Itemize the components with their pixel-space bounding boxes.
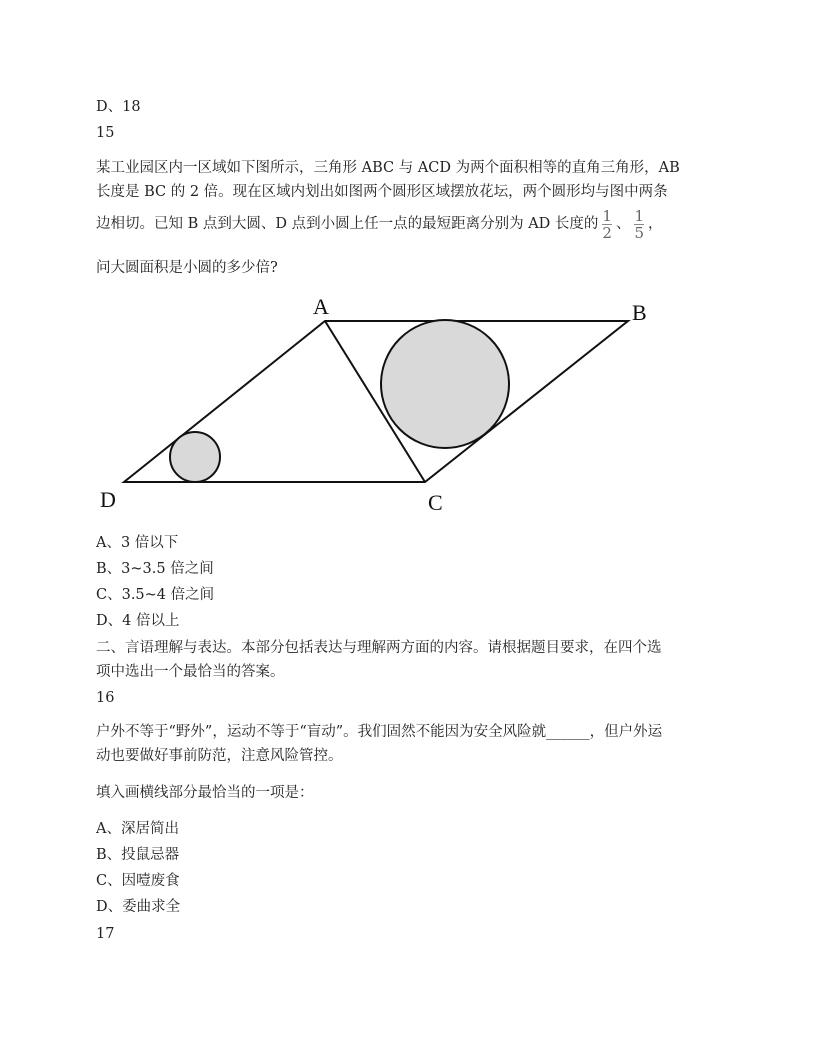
fraction-numerator: 1 <box>634 206 645 225</box>
q16-option-c[interactable]: C、因噎废食 <box>96 873 180 889</box>
q15-stem-line-3-text: 边相切。已知 B 点到大圆、D 点到小圆上任一点的最短距离分别为 AD 长度的 <box>96 216 599 232</box>
q15-stem-line-3-end: ， <box>648 216 663 232</box>
section-2-heading-line-1: 二、言语理解与表达。本部分包括表达与理解两方面的内容。请根据题目要求，在四个选 <box>96 640 662 656</box>
fraction-separator: 、 <box>615 216 631 232</box>
question-number-17: 17 <box>96 926 115 942</box>
q16-option-b[interactable]: B、投鼠忌器 <box>96 847 180 863</box>
vertex-label-b: B <box>632 300 647 325</box>
question-number-15: 15 <box>96 125 115 141</box>
vertex-label-d: D <box>100 487 116 512</box>
small-circle <box>170 432 220 482</box>
q15-option-c[interactable]: C、3.5~4 倍之间 <box>96 587 215 603</box>
fraction-denominator: 5 <box>634 223 645 242</box>
vertex-label-c: C <box>428 490 443 515</box>
q16-stem-line-2: 动也要做好事前防范，注意风险管控。 <box>96 748 343 764</box>
q15-stem-line-4: 问大圆面积是小圆的多少倍? <box>96 260 278 276</box>
q15-stem-line-1: 某工业园区内一区域如下图所示，三角形 ABC 与 ACD 为两个面积相等的直角三角形，AB <box>96 160 680 176</box>
large-circle <box>381 320 509 448</box>
q16-option-a[interactable]: A、深居简出 <box>96 821 179 837</box>
q15-option-b[interactable]: B、3~3.5 倍之间 <box>96 561 214 577</box>
q16-option-d[interactable]: D、委曲求全 <box>96 899 181 915</box>
fraction-denominator: 2 <box>602 223 612 242</box>
section-2-heading-line-2: 项中选出一个最恰当的答案。 <box>96 664 285 680</box>
fraction-numerator: 1 <box>602 206 612 225</box>
vertex-label-a: A <box>313 294 329 319</box>
q15-stem-line-2: 长度是 BC 的 2 倍。现在区域内划出如图两个圆形区域摆放花坛，两个圆形均与图中两条 <box>96 184 668 200</box>
q15-option-a[interactable]: A、3 倍以下 <box>96 535 179 551</box>
q16-prompt: 填入画横线部分最恰当的一项是： <box>96 785 314 801</box>
q16-stem-line-1: 户外不等于“野外”，运动不等于“盲动”。我们固然不能因为安全风险就______，但户外运 <box>96 724 663 740</box>
prev-option-d: D、18 <box>96 99 141 115</box>
q15-option-d[interactable]: D、4 倍以上 <box>96 613 180 629</box>
question-number-16: 16 <box>96 690 115 706</box>
